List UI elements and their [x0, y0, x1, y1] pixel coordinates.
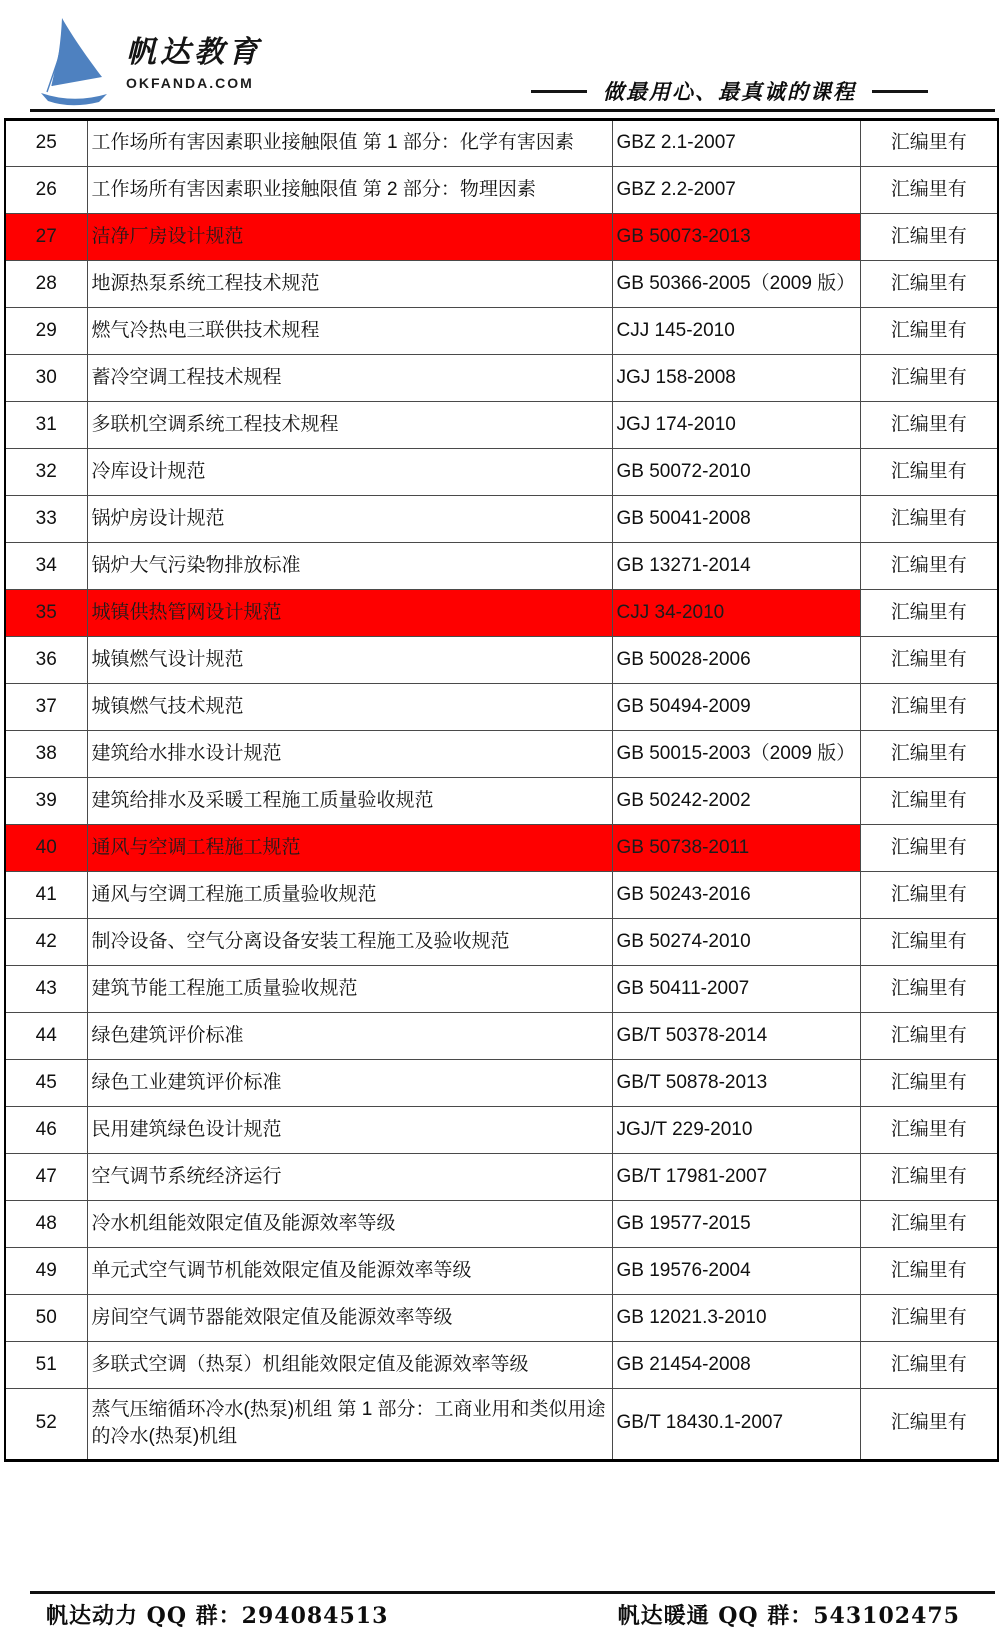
availability-status: 汇编里有 [860, 449, 998, 496]
table-row [5, 120, 998, 167]
row-number: 48 [5, 1201, 87, 1248]
row-number: 45 [5, 1060, 87, 1107]
row-number: 29 [5, 308, 87, 355]
header-divider [30, 109, 995, 112]
standard-name: 单元式空气调节机能效限定值及能源效率等级 [87, 1248, 612, 1295]
standard-name: 空气调节系统经济运行 [87, 1154, 612, 1201]
row-number: 26 [5, 167, 87, 214]
availability-status: 汇编里有 [860, 214, 998, 261]
table-row [5, 543, 998, 590]
row-number: 27 [5, 214, 87, 261]
standards-table-body [5, 120, 998, 1461]
availability-status: 汇编里有 [860, 684, 998, 731]
table-row [5, 1013, 998, 1060]
row-number: 31 [5, 402, 87, 449]
standards-table [4, 118, 999, 1462]
row-number: 44 [5, 1013, 87, 1060]
standard-code: CJJ 34-2010 [612, 590, 860, 637]
availability-status: 汇编里有 [860, 1154, 998, 1201]
table-row [5, 684, 998, 731]
availability-status: 汇编里有 [860, 402, 998, 449]
tagline [531, 76, 928, 106]
sailboat-icon [38, 16, 120, 108]
table-row [5, 402, 998, 449]
standard-code: JGJ 174-2010 [612, 402, 860, 449]
standard-name: 蒸气压缩循环冷水(热泵)机组 第 1 部分：工商业用和类似用途的冷水(热泵)机组 [87, 1389, 612, 1461]
availability-status: 汇编里有 [860, 731, 998, 778]
table-row [5, 308, 998, 355]
table-row [5, 1154, 998, 1201]
availability-status: 汇编里有 [860, 825, 998, 872]
availability-status: 汇编里有 [860, 1248, 998, 1295]
standard-name: 建筑给水排水设计规范 [87, 731, 612, 778]
row-number: 25 [5, 120, 87, 167]
standard-code: GB 50072-2010 [612, 449, 860, 496]
availability-status: 汇编里有 [860, 261, 998, 308]
standard-name: 多联式空调（热泵）机组能效限定值及能源效率等级 [87, 1342, 612, 1389]
standard-code: GBZ 2.1-2007 [612, 120, 860, 167]
footer-divider [30, 1591, 995, 1594]
standard-code: GB 50028-2006 [612, 637, 860, 684]
standard-name: 建筑给排水及采暖工程施工质量验收规范 [87, 778, 612, 825]
table-row [5, 1342, 998, 1389]
standard-code: GB/T 17981-2007 [612, 1154, 860, 1201]
availability-status: 汇编里有 [860, 1201, 998, 1248]
standard-code: GB 21454-2008 [612, 1342, 860, 1389]
standard-name: 城镇燃气设计规范 [87, 637, 612, 684]
availability-status: 汇编里有 [860, 966, 998, 1013]
standard-code: JGJ 158-2008 [612, 355, 860, 402]
availability-status: 汇编里有 [860, 1060, 998, 1107]
availability-status: 汇编里有 [860, 590, 998, 637]
table-row [5, 872, 998, 919]
brand-logo [38, 16, 262, 108]
row-number: 46 [5, 1107, 87, 1154]
row-number: 49 [5, 1248, 87, 1295]
standard-code: GB 19576-2004 [612, 1248, 860, 1295]
row-number: 39 [5, 778, 87, 825]
standard-name: 通风与空调工程施工规范 [87, 825, 612, 872]
footer-qq-hvac: 帆达暖通 QQ 群：543102475 [617, 1603, 960, 1628]
row-number: 30 [5, 355, 87, 402]
standard-name: 地源热泵系统工程技术规范 [87, 261, 612, 308]
standard-name: 民用建筑绿色设计规范 [87, 1107, 612, 1154]
table-row [5, 261, 998, 308]
standard-code: GB 50073-2013 [612, 214, 860, 261]
availability-status: 汇编里有 [860, 1295, 998, 1342]
availability-status: 汇编里有 [860, 308, 998, 355]
table-row [5, 1295, 998, 1342]
availability-status: 汇编里有 [860, 1107, 998, 1154]
standard-name: 通风与空调工程施工质量验收规范 [87, 872, 612, 919]
standard-name: 冷库设计规范 [87, 449, 612, 496]
availability-status: 汇编里有 [860, 778, 998, 825]
row-number: 36 [5, 637, 87, 684]
standard-code: GB/T 18430.1-2007 [612, 1389, 860, 1461]
standard-code: GB 13271-2014 [612, 543, 860, 590]
table-row [5, 1060, 998, 1107]
table-row [5, 355, 998, 402]
standard-code: GB 50274-2010 [612, 919, 860, 966]
tagline-dash-right [872, 90, 928, 93]
table-row [5, 496, 998, 543]
tagline-text: 做最用心、最真诚的课程 [603, 79, 856, 104]
row-number: 34 [5, 543, 87, 590]
availability-status: 汇编里有 [860, 120, 998, 167]
availability-status: 汇编里有 [860, 167, 998, 214]
standard-name: 锅炉大气污染物排放标准 [87, 543, 612, 590]
standard-code: GB 50041-2008 [612, 496, 860, 543]
standard-name: 多联机空调系统工程技术规程 [87, 402, 612, 449]
table-row [5, 167, 998, 214]
standard-name: 洁净厂房设计规范 [87, 214, 612, 261]
row-number: 43 [5, 966, 87, 1013]
standard-code: GB 12021.3-2010 [612, 1295, 860, 1342]
standard-code: GB 50242-2002 [612, 778, 860, 825]
standard-name: 燃气冷热电三联供技术规程 [87, 308, 612, 355]
standard-name: 冷水机组能效限定值及能源效率等级 [87, 1201, 612, 1248]
availability-status: 汇编里有 [860, 355, 998, 402]
brand-domain: OKFANDA.COM [126, 75, 254, 91]
standard-name: 绿色工业建筑评价标准 [87, 1060, 612, 1107]
row-number: 35 [5, 590, 87, 637]
table-row [5, 1248, 998, 1295]
table-row [5, 778, 998, 825]
table-row [5, 1107, 998, 1154]
row-number: 40 [5, 825, 87, 872]
row-number: 38 [5, 731, 87, 778]
row-number: 32 [5, 449, 87, 496]
standard-code: GB 50015-2003（2009 版） [612, 731, 860, 778]
standard-code: GB 19577-2015 [612, 1201, 860, 1248]
standard-name: 锅炉房设计规范 [87, 496, 612, 543]
footer-qq-power: 帆达动力 QQ 群：294084513 [46, 1603, 389, 1628]
availability-status: 汇编里有 [860, 1389, 998, 1461]
row-number: 37 [5, 684, 87, 731]
row-number: 47 [5, 1154, 87, 1201]
availability-status: 汇编里有 [860, 872, 998, 919]
tagline-dash-left [531, 90, 587, 93]
table-row [5, 919, 998, 966]
standard-code: CJJ 145-2010 [612, 308, 860, 355]
availability-status: 汇编里有 [860, 637, 998, 684]
standard-name: 城镇供热管网设计规范 [87, 590, 612, 637]
availability-status: 汇编里有 [860, 543, 998, 590]
standard-name: 蓄冷空调工程技术规程 [87, 355, 612, 402]
row-number: 50 [5, 1295, 87, 1342]
standard-code: GB 50411-2007 [612, 966, 860, 1013]
table-row [5, 214, 998, 261]
standard-name: 城镇燃气技术规范 [87, 684, 612, 731]
row-number: 33 [5, 496, 87, 543]
availability-status: 汇编里有 [860, 919, 998, 966]
availability-status: 汇编里有 [860, 496, 998, 543]
standard-name: 工作场所有害因素职业接触限值 第 1 部分：化学有害因素 [87, 120, 612, 167]
standard-code: GB/T 50878-2013 [612, 1060, 860, 1107]
table-row [5, 449, 998, 496]
brand-text [126, 35, 262, 91]
table-row [5, 731, 998, 778]
standard-code: GB 50366-2005（2009 版） [612, 261, 860, 308]
standard-code: GB 50243-2016 [612, 872, 860, 919]
standard-name: 工作场所有害因素职业接触限值 第 2 部分：物理因素 [87, 167, 612, 214]
row-number: 41 [5, 872, 87, 919]
standard-code: GB/T 50378-2014 [612, 1013, 860, 1060]
table-row [5, 1389, 998, 1461]
standard-code: JGJ/T 229-2010 [612, 1107, 860, 1154]
standard-name: 制冷设备、空气分离设备安装工程施工及验收规范 [87, 919, 612, 966]
brand-title: 帆达教育 [126, 35, 262, 70]
availability-status: 汇编里有 [860, 1342, 998, 1389]
standard-code: GB 50494-2009 [612, 684, 860, 731]
standard-name: 房间空气调节器能效限定值及能源效率等级 [87, 1295, 612, 1342]
standard-name: 绿色建筑评价标准 [87, 1013, 612, 1060]
table-row [5, 1201, 998, 1248]
standard-code: GBZ 2.2-2007 [612, 167, 860, 214]
standard-code: GB 50738-2011 [612, 825, 860, 872]
table-row [5, 590, 998, 637]
table-row [5, 637, 998, 684]
availability-status: 汇编里有 [860, 1013, 998, 1060]
standard-name: 建筑节能工程施工质量验收规范 [87, 966, 612, 1013]
row-number: 42 [5, 919, 87, 966]
row-number: 52 [5, 1389, 87, 1461]
row-number: 28 [5, 261, 87, 308]
table-row [5, 825, 998, 872]
row-number: 51 [5, 1342, 87, 1389]
table-row [5, 966, 998, 1013]
